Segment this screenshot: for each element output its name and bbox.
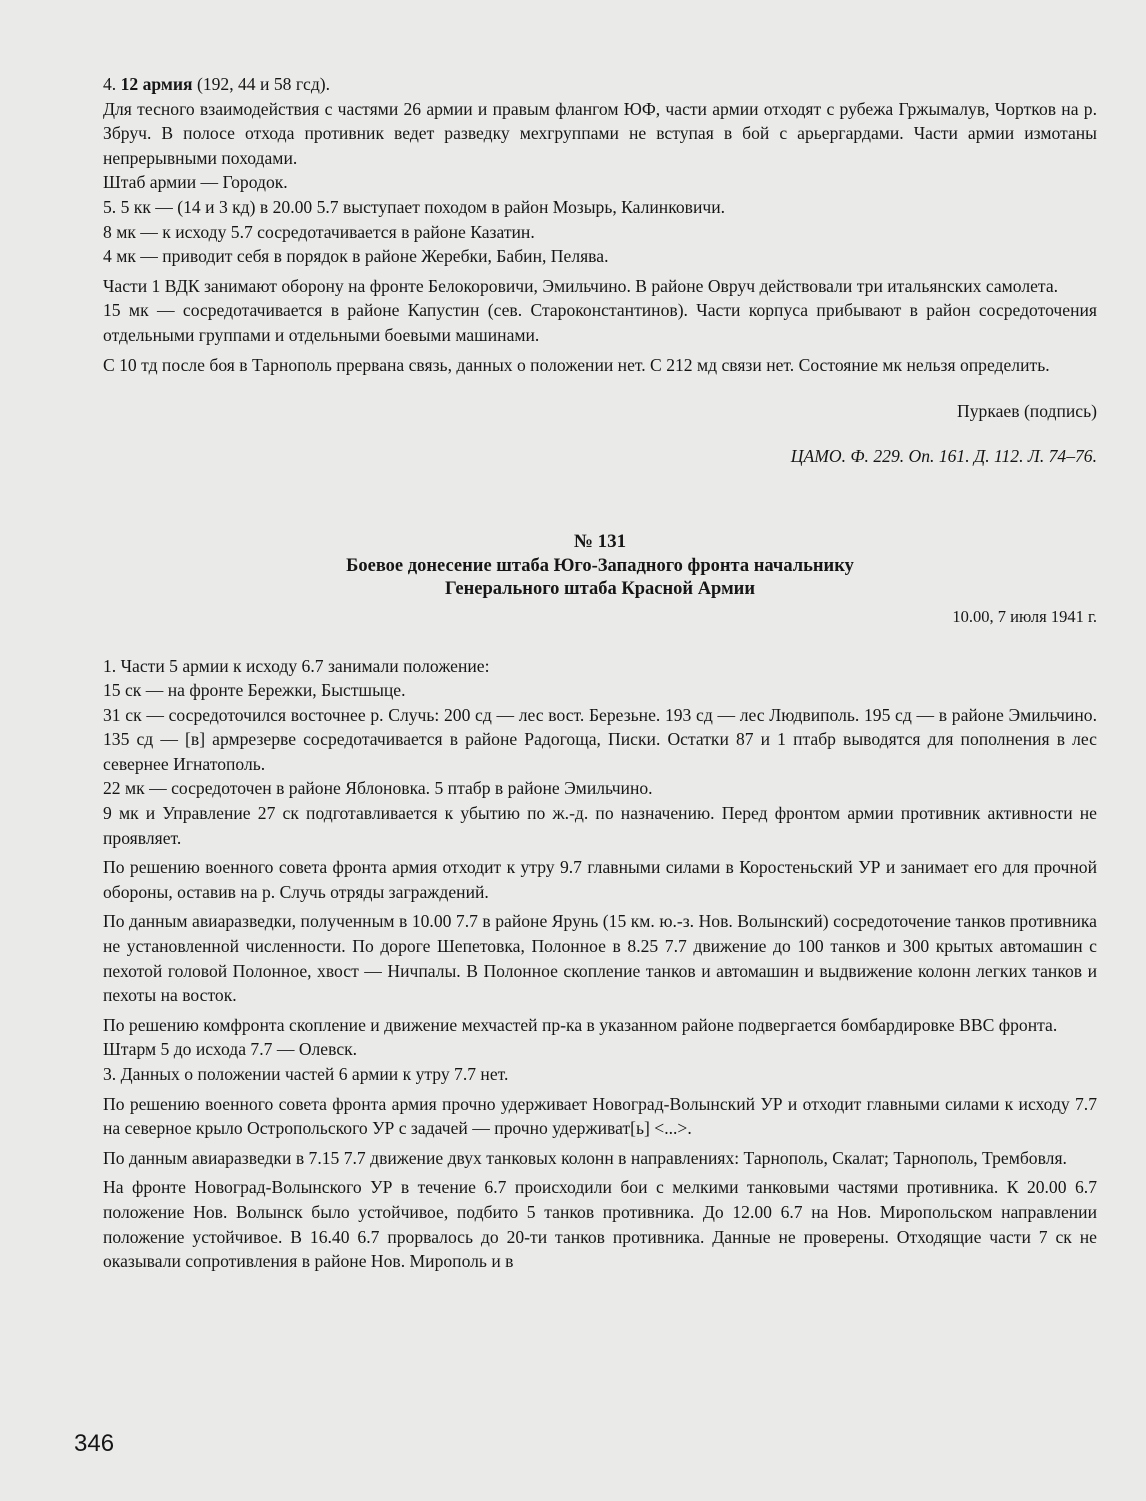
army-heading: [103, 72, 1097, 97]
document-date: 10.00, 7 июля 1941 г.: [952, 606, 1097, 626]
paragraph: С 10 тд после боя в Тарнополь прервана связь, данных о положении нет. С 212 мд связи нет. Состояние мк нельзя определить.: [103, 354, 1050, 375]
document-number: № 131: [573, 531, 627, 553]
paragraph: Штаб армии — Городок.: [103, 172, 288, 193]
paragraph: 9 мк и Управление 27 ск подготавливается к убытию по ж.-д. по назначению. Перед фронтом армии противник активности не проявляет.: [103, 803, 1097, 848]
paragraph: По решению военного совета фронта армия прочно удерживает Новоград-Волынский УР и отходит главными силами к исходу 7.7 на северное крыло Остропольского УР с задачей — прочно удерживат[ь] <...>.: [103, 1093, 1097, 1139]
paragraph: Части 1 ВДК занимают оборону на фронте Белокоровичи, Эмильчино. В районе Овруч действовали три итальянских самолета.: [103, 275, 1059, 296]
paragraph: 15 мк — сосредотачивается в районе Капустин (сев. Староконстантинов). Части корпуса прибывают в район сосредоточения отдельными группами и отдельными боевыми машинами.: [103, 300, 1097, 345]
army-composition: (192, 44 и 58 гсд).: [196, 74, 331, 94]
paragraph: На фронте Новоград-Волынского УР в течение 6.7 происходили бои с мелкими танковыми частями противника. К 20.00 6.7 положение Нов. Волынск было устойчивое, подбито 5 танков противника. До 12.00 6.7 на Нов. Миропольском направлении положение устойчивое. В 16.40 6.7 прорвалось до 20-ти танков противника. Данные не проверены. Отходящие части 7 ск не оказывали сопротивления в районе Нов. Мирополь и в: [103, 1177, 1097, 1272]
paragraph: 4 мк — приводит себя в порядок в районе Жеребки, Бабин, Пелява.: [103, 246, 609, 267]
paragraph: По данным авиаразведки, полученным в 10.00 7.7 в районе Ярунь (15 км. ю.-з. Нов. Волынский) сосредоточение танков противника не установленной численности. По дороге Шепетовка, Полонное в 8.25 7.7 движение до 100 танков и 300 крытых автомашин с пехотой головой Полонное, хвост — Ничпалы. В Полонное скопление танков и автомашин и выдвижение колонн легких танков и пехоты на восток.: [103, 911, 1097, 1006]
document-title-line-2: Генерального штаба Красной Армии: [445, 578, 755, 599]
paragraph: Для тесного взаимодействия с частями 26 армии и правым флангом ЮФ, части армии отходят с рубежа Гржымалув, Чортков на р. Збруч. В полосе отхода противник ведет разведку мехгруппами не вступая в бой с арьергардами. Части армии измотаны непрерывными походами.: [103, 98, 1097, 168]
archive-source: ЦАМО. Ф. 229. Оп. 161. Д. 112. Л. 74–76.: [790, 445, 1097, 466]
paragraph: 31 ск — сосредоточился восточнее р. Случь: 200 сд — лес вост. Березьне. 193 сд — лес Людвиполь. 195 сд — в районе Эмильчино. 135 сд — [в] армрезерве сосредотачивается в районе Радогоща, Писки. Остатки 87 и 1 птабр выводятся для пополнения в лес севернее Игнатополь.: [103, 704, 1097, 774]
paragraph: 22 мк — сосредоточен в районе Яблоновка. 5 птабр в районе Эмильчино.: [103, 778, 653, 799]
page-number: 346: [74, 1430, 115, 1457]
text-column: [103, 72, 1097, 1274]
paragraph: По решению комфронта скопление и движение мехчастей пр-ка в указанном районе подвергается бомбардировке ВВС фронта.: [103, 1014, 1058, 1035]
army-number: 4.: [103, 74, 117, 94]
paragraph: 1. Части 5 армии к исходу 6.7 занимали положение:: [103, 655, 490, 676]
document-title-line-1: Боевое донесение штаба Юго-Западного фронта начальнику: [346, 555, 854, 576]
paragraph: 8 мк — к исходу 5.7 сосредотачивается в районе Казатин.: [103, 221, 535, 242]
paragraph: 3. Данных о положении частей 6 армии к утру 7.7 нет.: [103, 1064, 509, 1084]
paragraph: 5. 5 кк — (14 и 3 кд) в 20.00 5.7 выступает походом в район Мозырь, Калинковичи.: [103, 196, 726, 217]
paragraph: По данным авиаразведки в 7.15 7.7 движение двух танковых колонн в направлениях: Тарнополь, Скалат; Тарнополь, Трембовля.: [103, 1147, 1067, 1168]
signature: Пуркаев (подпись): [957, 401, 1097, 422]
paragraph: Штарм 5 до исхода 7.7 — Олевск.: [103, 1039, 358, 1060]
paragraph: По решению военного совета фронта армия отходит к утру 9.7 главными силами в Коростеньский УР и занимает его для прочной обороны, оставив на р. Случь отряды заграждений.: [103, 857, 1097, 902]
paragraph: 15 ск — на фронте Бережки, Быстшыце.: [103, 680, 406, 701]
army-name: 12 армия: [120, 74, 193, 94]
